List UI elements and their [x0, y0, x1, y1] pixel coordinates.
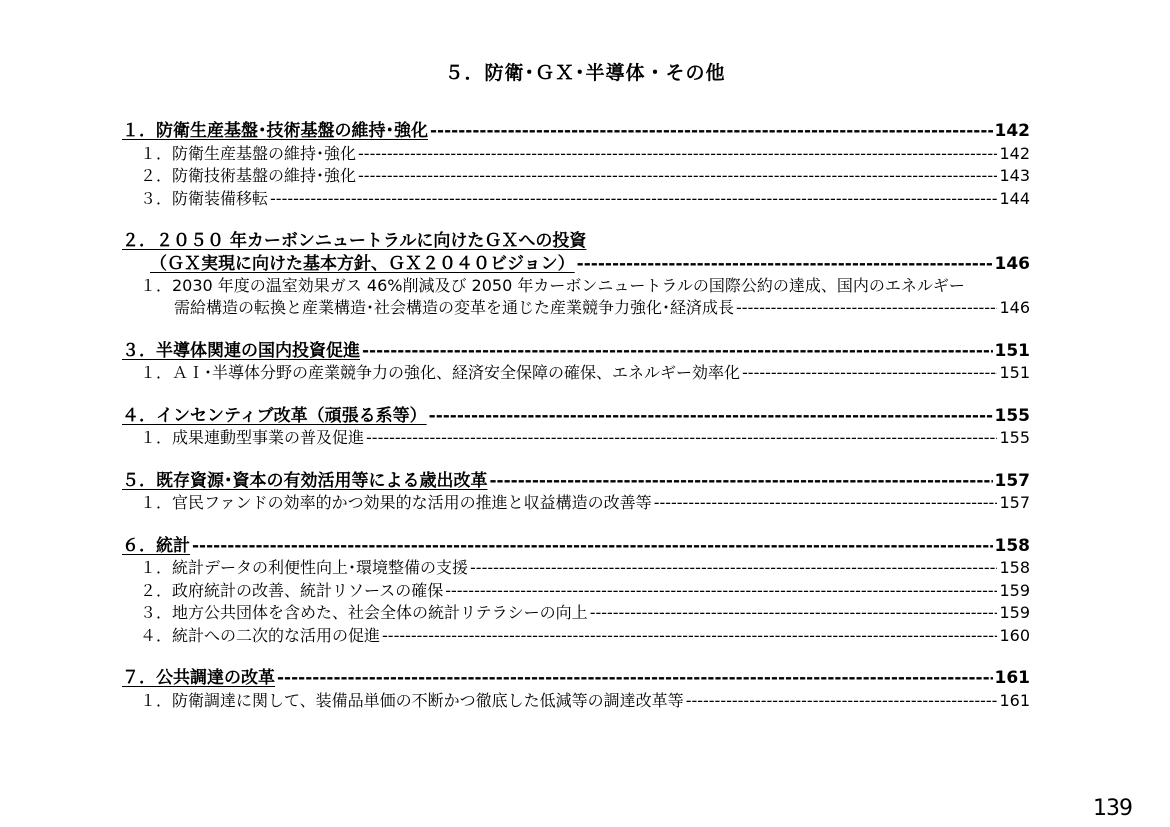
toc-page-number: 144 [999, 188, 1030, 208]
toc-page-number: 158 [999, 558, 1030, 577]
toc-section-heading[interactable] [122, 535, 1030, 558]
toc-item-title: ３．地方公共団体を含めた、社会全体の統計リテラシーの向上 [140, 603, 588, 622]
toc-item-title: １．統計データの利便性向上･環境整備の支援 [140, 558, 469, 577]
toc-section-heading[interactable] [122, 120, 1030, 143]
dot-leader [358, 165, 997, 188]
toc-item[interactable] [122, 492, 1030, 515]
toc-section-heading[interactable] [122, 405, 1030, 428]
toc-page-number: 159 [999, 580, 1030, 600]
toc-item-title: ２．政府統計の改善、統計リソースの確保 [140, 580, 444, 600]
dot-leader [654, 492, 998, 515]
toc-item[interactable] [122, 427, 1030, 450]
toc-item[interactable] [122, 557, 1030, 580]
toc-section-6 [122, 535, 1030, 648]
toc-section-title: ５．既存資源･資本の有効活用等による歳出改革 [122, 470, 488, 491]
page-number: 139 [1093, 796, 1132, 821]
toc-section-title: ２．２０５０ 年カーボンニュートラルに向けたＧＸへの投資 [122, 231, 587, 251]
toc-item-continued[interactable] [122, 297, 1030, 320]
toc-item-title: ２．防衛技術基盤の維持･強化 [140, 166, 357, 185]
toc-page-number: 142 [994, 121, 1030, 141]
toc-item-title: １．防衛調達に関して、装備品単価の不断かつ徹底した低減等の調達改革等 [140, 690, 684, 710]
toc-section-title: １．防衛生産基盤･技術基盤の維持･強化 [122, 121, 428, 141]
toc-page-number: 142 [999, 143, 1030, 163]
toc-section-4 [122, 405, 1030, 450]
dot-leader [382, 625, 997, 648]
toc-section-title: ４．インセンティブ改革（頑張る系等） [122, 405, 427, 426]
toc-item[interactable] [122, 188, 1030, 211]
dot-leader [192, 535, 993, 558]
toc-section-1 [122, 120, 1030, 210]
toc-item-title: １．成果連動型事業の普及促進 [140, 428, 365, 447]
dot-leader [590, 602, 998, 625]
toc-section-heading[interactable] [122, 470, 1030, 493]
toc-item[interactable] [122, 580, 1030, 603]
toc-item-title: １．2030 年度の温室効果ガス 46%削減及び 2050 年カーボンニュートラルの国際公約の達成、国内のエネルギー [140, 276, 965, 295]
page-title: ５．防衛･ＧＸ･半導体・その他 [444, 62, 726, 84]
toc-section-heading-line1[interactable] [122, 230, 1030, 253]
toc-item[interactable] [122, 690, 1030, 713]
toc-item[interactable] [122, 143, 1030, 166]
toc-section-heading[interactable] [122, 340, 1030, 363]
toc-section-title: ３．半導体関連の国内投資促進 [122, 340, 360, 361]
toc-page-number: 151 [994, 340, 1030, 361]
toc-item[interactable] [122, 362, 1030, 385]
toc-section-title-cont: （ＧＸ実現に向けた基本方針、ＧＸ２０４０ビジョン） [150, 253, 575, 274]
toc-page-number: 159 [999, 603, 1030, 622]
dot-leader [362, 340, 993, 363]
dot-leader [366, 427, 997, 450]
dot-leader [577, 253, 993, 276]
toc-item-title-cont: 需給構造の転換と産業構造･社会構造の変革を通じた産業競争力強化･経済成長 [174, 298, 735, 317]
toc-item-title: １．防衛生産基盤の維持･強化 [140, 143, 357, 163]
toc-page-number: 157 [999, 493, 1030, 512]
dot-leader [430, 120, 993, 143]
toc-item[interactable] [122, 165, 1030, 188]
toc-section-title: ６．統計 [122, 535, 190, 556]
dot-leader [277, 667, 993, 690]
toc-section-5 [122, 470, 1030, 515]
toc-item-title: １．ＡＩ･半導体分野の産業競争力の強化、経済安全保障の確保、エネルギー効率化 [140, 363, 741, 382]
toc-page-number: 151 [999, 363, 1030, 382]
toc-page-number: 161 [999, 690, 1030, 710]
toc-section-7 [122, 667, 1030, 712]
toc-item[interactable] [122, 602, 1030, 625]
toc-item-title: ３．防衛装備移転 [140, 188, 269, 208]
toc-item[interactable] [122, 625, 1030, 648]
dot-leader [686, 690, 998, 713]
dot-leader [470, 557, 997, 580]
toc-page-number: 158 [994, 535, 1030, 556]
toc-page-number: 143 [999, 166, 1030, 185]
toc-page-number: 161 [994, 668, 1030, 688]
toc-item[interactable] [122, 275, 1030, 297]
toc-section-2 [122, 230, 1030, 320]
toc-item-title: １．官民ファンドの効率的かつ効果的な活用の推進と収益構造の改善等 [140, 493, 652, 512]
toc-section-3 [122, 340, 1030, 385]
toc-section-heading[interactable] [122, 667, 1030, 690]
toc-page-number: 155 [994, 405, 1030, 426]
toc-page-number: 146 [994, 253, 1030, 274]
toc-section-heading-line2[interactable] [122, 253, 1030, 276]
toc-page-number: 146 [999, 298, 1030, 317]
dot-leader [742, 362, 997, 385]
dot-leader [358, 143, 997, 166]
toc-page-number: 157 [994, 470, 1030, 491]
dot-leader [736, 297, 997, 320]
dot-leader [429, 405, 993, 428]
toc-page-number: 160 [999, 625, 1030, 645]
dot-leader [445, 580, 997, 603]
toc-page-number: 155 [999, 428, 1030, 447]
toc-section-title: ７．公共調達の改革 [122, 668, 275, 688]
table-of-contents [122, 120, 1030, 732]
dot-leader [490, 470, 993, 493]
dot-leader [270, 188, 997, 211]
toc-item-title: ４．統計への二次的な活用の促進 [140, 625, 381, 645]
